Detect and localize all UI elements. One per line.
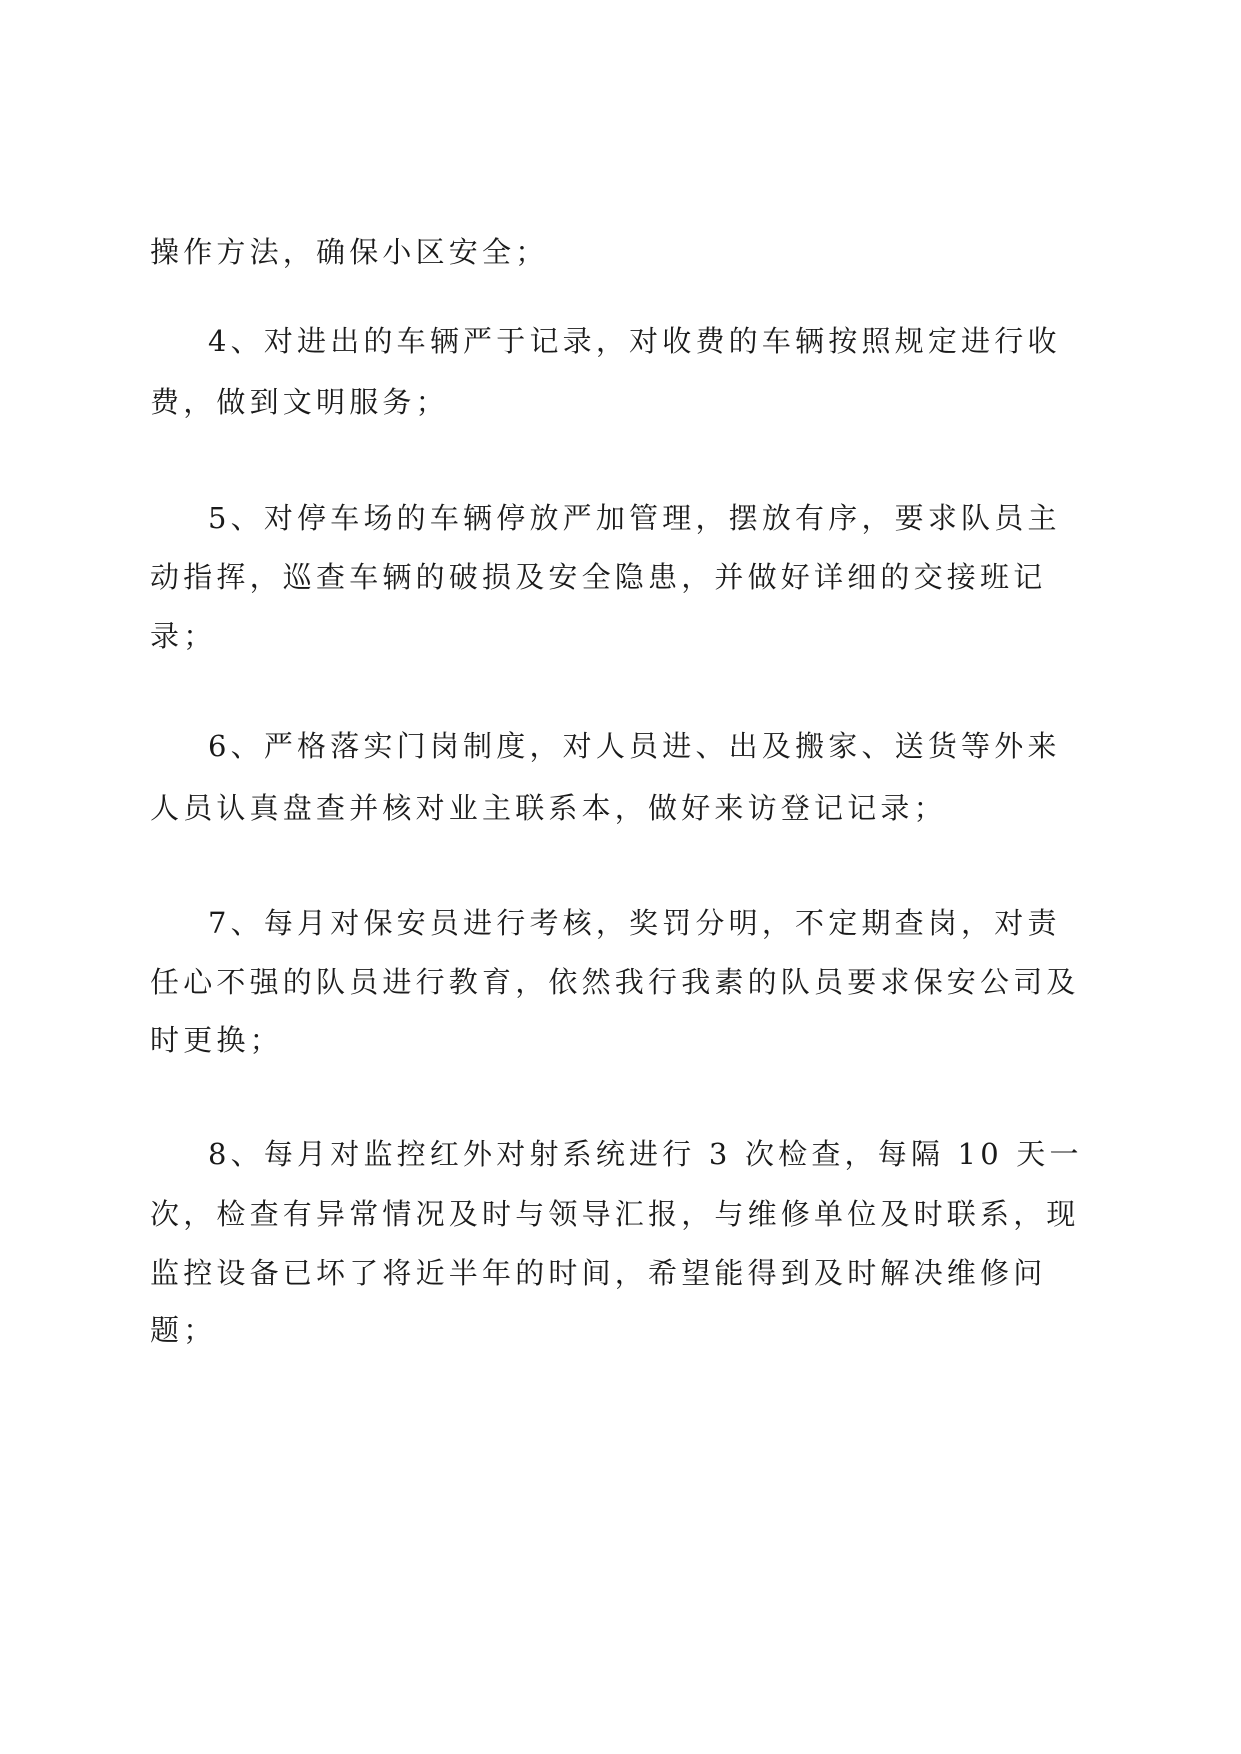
paragraph-5-line-3 [0, 606, 1241, 666]
text-line: 费，做到文明服务； [150, 385, 449, 419]
paragraph-8-line-4 [0, 1300, 1241, 1360]
paragraph-8-line-3 [0, 1243, 1241, 1303]
text-line: 6、严格落实门岗制度，对人员进、出及搬家、送货等外来 [208, 729, 1061, 763]
paragraph-6-line-1 [0, 716, 1241, 776]
text-line: 4、对进出的车辆严于记录，对收费的车辆按照规定进行收 [208, 324, 1061, 358]
paragraph-8-line-1 [0, 1124, 1241, 1184]
paragraph-6-line-2 [0, 778, 1241, 838]
text-line: 动指挥，巡查车辆的破损及安全隐患，并做好详细的交接班记 [150, 560, 1047, 594]
text-line: 7、每月对保安员进行考核，奖罚分明，不定期查岗，对责 [208, 906, 1061, 940]
text-line: 次，检查有异常情况及时与领导汇报，与维修单位及时联系，现 [150, 1197, 1080, 1231]
paragraph-4-line-1 [0, 311, 1241, 371]
paragraph-4-line-2 [0, 372, 1241, 432]
text-line: 任心不强的队员进行教育，依然我行我素的队员要求保安公司及 [150, 965, 1080, 999]
paragraph-5-line-1 [0, 488, 1241, 548]
paragraph-3-line-2 [0, 222, 1241, 282]
text-line: 操作方法，确保小区安全； [150, 235, 549, 269]
text-line: 录； [150, 619, 217, 653]
text-line: 时更换； [150, 1023, 283, 1057]
text-line: 监控设备已坏了将近半年的时间，希望能得到及时解决维修问 [150, 1256, 1047, 1290]
text-line: 8、每月对监控红外对射系统进行 3 次检查，每隔 10 天一 [208, 1137, 1083, 1171]
paragraph-5-line-2 [0, 547, 1241, 607]
paragraph-8-line-2 [0, 1184, 1241, 1244]
paragraph-7-line-1 [0, 893, 1241, 953]
paragraph-7-line-3 [0, 1010, 1241, 1070]
text-line: 5、对停车场的车辆停放严加管理，摆放有序，要求队员主 [208, 501, 1061, 535]
text-line: 题； [150, 1313, 217, 1347]
text-line: 人员认真盘查并核对业主联系本，做好来访登记记录； [150, 791, 947, 825]
paragraph-7-line-2 [0, 952, 1241, 1012]
